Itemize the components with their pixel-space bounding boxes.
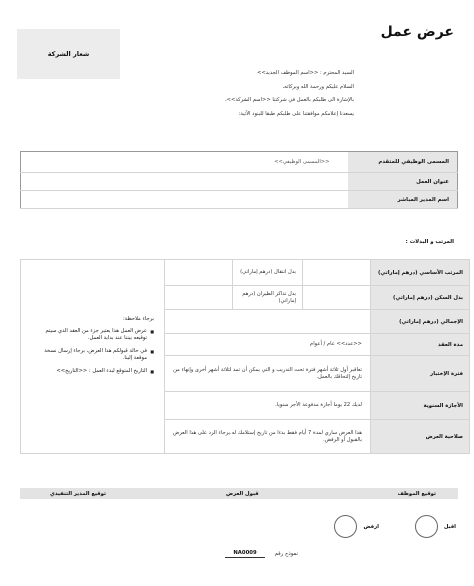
form-number-label: نموذج رقم <box>274 551 298 557</box>
annual-leave-label: الأجازة السنوية <box>371 392 470 420</box>
annual-leave-value: لديك 22 يوما أجازة مدفوعة الأجر سنويا. <box>165 392 371 420</box>
offer-letter-text <box>114 69 354 123</box>
notes-cell <box>21 260 165 454</box>
offer-validity-value: هذا العرض ساري لمدة 7 أيام فقط بدءا من تاريخ إستلامك له.يرجاء الرد على هذا العرض بالقبول أو الرفض. <box>165 420 371 454</box>
manager-name-label: اسم المدير المباشر <box>348 191 458 209</box>
work-address-field[interactable] <box>21 173 348 191</box>
job-title-field[interactable]: <<المسمى الوظيفي>> <box>21 152 348 173</box>
accept-label: اقبل <box>443 523 456 530</box>
note-item: ■ عرض العمل هذا يعتبر جزء من العقد الذي سيتم توقيعه بيننا عند بداية العمل. <box>31 328 154 342</box>
ticket-allowance-field[interactable] <box>165 286 233 310</box>
reject-option[interactable] <box>334 515 379 538</box>
page-title: عرض عمل <box>380 24 454 40</box>
salam-line: السلام عليكم ورحمة الله وبركاته، <box>282 83 354 90</box>
accept-option[interactable] <box>415 515 456 538</box>
housing-allowance-field[interactable] <box>303 286 371 310</box>
salary-section-heading: المرتب و البدلات : <box>405 239 454 245</box>
basic-salary-label: المرتب الأساسي (درهم إماراتي) <box>371 260 470 286</box>
pleased-line: يسعدنا إعلامكم موافقتنا على طلبكم طبقا للبنود الآتية: <box>238 110 354 117</box>
work-address-label: عنوان العمل <box>348 173 458 191</box>
probation-label: فترة الإختبار <box>371 356 470 392</box>
greeting-line: السيد المحترم : <<اسم الموظف الجديد>> <box>256 70 354 76</box>
contract-duration-value[interactable]: <<عدد>> عام / أعوام <box>165 334 371 356</box>
table-row <box>21 191 458 209</box>
notes-title: برجاء ملاحظة: <box>122 316 154 322</box>
transport-allowance-field[interactable] <box>165 260 233 286</box>
intro-line: بالإشارة الى طلبكم بالعمل في شركتنا <<اسم الشركة>>، <box>224 97 354 103</box>
executive-signature-label: توقيع المدير التنفيذي <box>50 490 106 497</box>
table-row <box>21 260 470 286</box>
table-row <box>21 152 458 173</box>
note-item: ■ في حالة قبولكم هذا العرض، برجاء إرسال نسخة موقعة إلينا. <box>31 348 154 362</box>
offer-validity-label: صلاحية العرض <box>371 420 470 454</box>
table-row <box>21 173 458 191</box>
transport-allowance-label: بدل انتقال (درهم إماراتي) <box>233 260 303 286</box>
total-salary-label: الإجمالي (درهم إماراتي) <box>371 310 470 334</box>
notes-list <box>31 328 154 375</box>
probation-value: تعاقبر أول ثلاثة أشهر فترة تحت التدريب و التي يمكن أن تمد لثلاثة أشهر أخرى وإنهاء من تاريخ إلتحاقك بالعمل. <box>165 356 371 392</box>
ticket-allowance-label: بدل تذاكر الطيران (درهم إماراتي) <box>233 286 303 310</box>
reject-checkbox-circle[interactable] <box>334 515 357 538</box>
manager-name-field[interactable] <box>21 191 348 209</box>
company-logo-placeholder: شعار الشركة <box>17 29 120 79</box>
job-title-label: المسمى الوظيفي للمتقدم <box>348 152 458 173</box>
job-info-table <box>20 151 458 209</box>
note-item: ■ التاريخ المتوقع لبدء العمل : <<التاريخ>> <box>31 368 154 375</box>
salary-table <box>20 259 470 454</box>
offer-acceptance-label: قبول العرض <box>226 490 259 497</box>
reject-label: ارفض <box>363 523 379 530</box>
total-salary-field[interactable] <box>165 310 371 334</box>
basic-salary-field[interactable] <box>303 260 371 286</box>
housing-allowance-label: بدل السكن (درهم إماراتي) <box>371 286 470 310</box>
contract-duration-label: مدة العقد <box>371 334 470 356</box>
form-number <box>178 548 298 560</box>
employee-signature-label: توقيع الموظف <box>397 490 436 497</box>
form-number-value: NA0009 <box>225 550 264 558</box>
accept-checkbox-circle[interactable] <box>415 515 438 538</box>
